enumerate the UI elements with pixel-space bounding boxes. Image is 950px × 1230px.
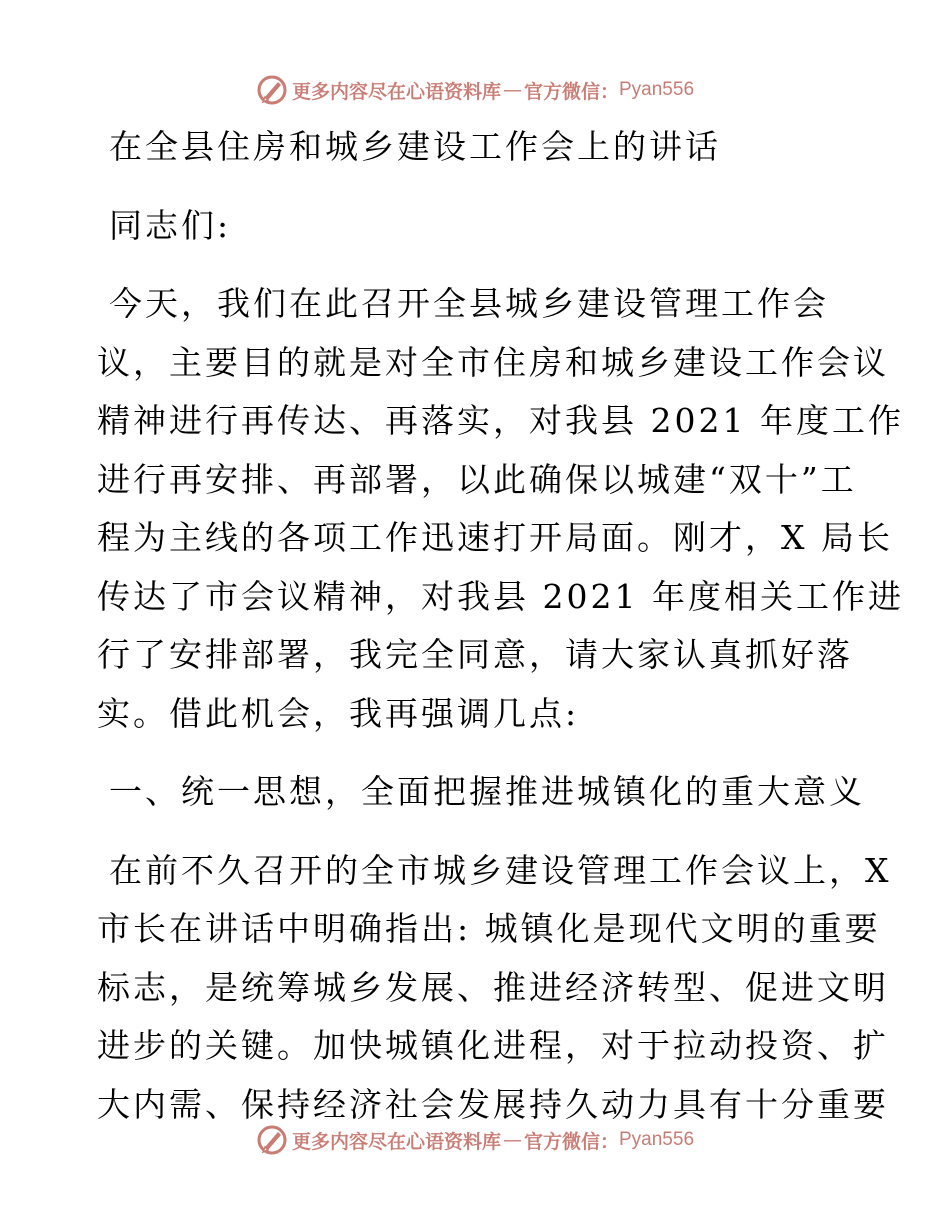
paragraph-line: 市长在讲话中明确指出: 城镇化是现代文明的重要 — [97, 909, 881, 948]
paragraph-2 — [97, 842, 892, 1135]
paragraph-line: 程为主线的各项工作迅速打开局面。刚才，X 局长 — [97, 518, 893, 557]
spacer — [97, 822, 857, 842]
paragraph-line: 标志，是统筹城乡发展、推进经济转型、促进文明 — [97, 967, 889, 1007]
paragraph-line: 大内需、保持经济社会发展持久动力具有十分重要 — [97, 1084, 889, 1124]
watermark-text: 更多内容尽在心语资料库 — [291, 80, 501, 103]
watermark-id: Pyan556 — [619, 79, 695, 100]
paragraph-line: 进步的关键。加快城镇化进程，对于拉动投资、扩 — [97, 1026, 889, 1065]
watermark-header — [0, 70, 950, 110]
paragraph-line: 精神进行再传达、再落实，对我县 2021 年度工作 — [97, 401, 904, 440]
document-body — [97, 118, 904, 1134]
watermark-label: 官方微信： — [523, 1130, 619, 1153]
watermark-label: 官方微信： — [523, 80, 619, 103]
spacer — [97, 743, 857, 763]
spacer — [97, 177, 857, 197]
salutation: 同志们: — [109, 205, 232, 245]
paragraph-line: 在前不久召开的全市城乡建设管理工作会议上，X — [109, 850, 892, 890]
paragraph-line: 今天，我们在此召开全县城乡建设管理工作会 — [109, 284, 829, 323]
document-title: 在全县住房和城乡建设工作会上的讲话 — [109, 127, 721, 166]
watermark-footer — [0, 1120, 950, 1160]
watermark-text: 更多内容尽在心语资料库 — [291, 1130, 501, 1153]
watermark-dash: — — [502, 79, 522, 101]
pen-logo-icon — [256, 74, 288, 106]
watermark-id: Pyan556 — [619, 1129, 695, 1150]
section-heading-1: 一、统一思想，全面把握推进城镇化的重大意义 — [109, 772, 865, 811]
spacer — [97, 255, 857, 275]
paragraph-line: 进行再安排、再部署，以此确保以城建“双十”工 — [97, 459, 857, 499]
pen-logo-icon — [256, 1124, 288, 1156]
paragraph-line: 传达了市会议精神，对我县 2021 年度相关工作进 — [97, 576, 904, 616]
paragraph-1 — [97, 275, 904, 743]
paragraph-line: 行了安排部署，我完全同意，请大家认真抓好落 — [97, 635, 853, 674]
watermark-dash: — — [502, 1129, 522, 1151]
paragraph-line: 议，主要目的就是对全市住房和城乡建设工作会议 — [97, 342, 889, 382]
paragraph-line: 实。借此机会，我再强调几点: — [97, 693, 580, 733]
